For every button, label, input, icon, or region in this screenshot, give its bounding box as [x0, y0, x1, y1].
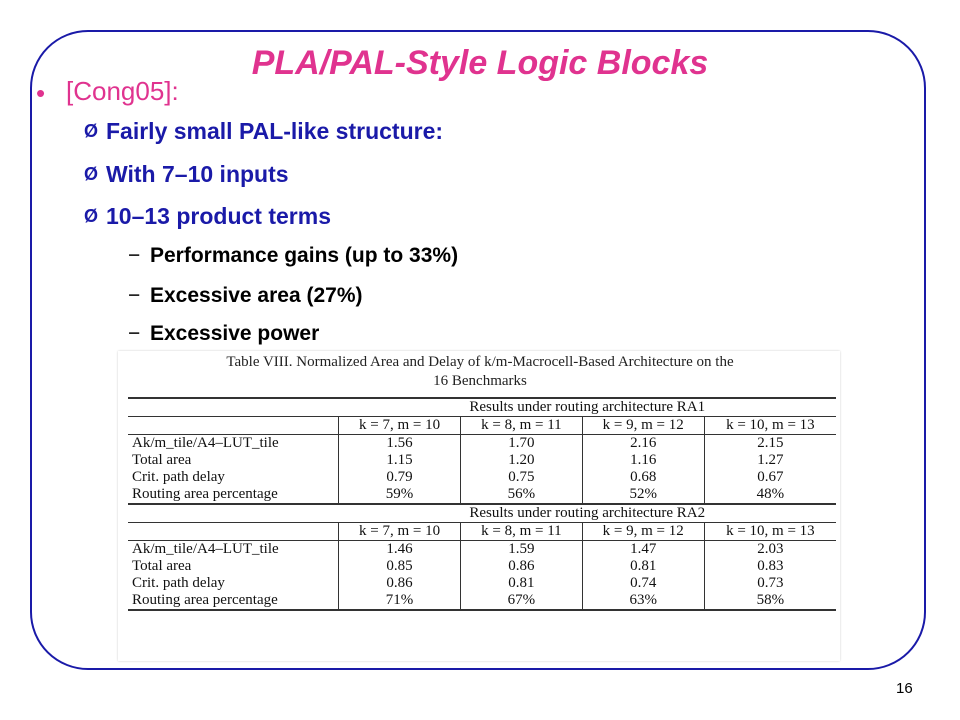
table-cell: 58%	[704, 592, 836, 610]
table-cell: 1.16	[582, 452, 704, 469]
slide-title: PLA/PAL-Style Logic Blocks	[251, 44, 709, 82]
table-cell: 63%	[582, 592, 704, 610]
table-row	[128, 575, 836, 592]
table-cell: 1.15	[338, 452, 460, 469]
column-header: k = 9, m = 12	[582, 523, 704, 541]
table-cell: 52%	[582, 486, 704, 504]
arrow-bullet-icon: Ø	[84, 206, 99, 226]
column-header-row	[128, 523, 836, 541]
column-header: k = 7, m = 10	[338, 523, 460, 541]
table-caption	[122, 353, 838, 391]
column-header: k = 10, m = 13	[704, 417, 836, 435]
row-label: Ak/m_tile/A4–LUT_tile	[132, 541, 279, 557]
subsub-item-text: Excessive power	[150, 322, 320, 345]
sub-item-text: 10–13 product terms	[106, 203, 331, 229]
table-cell: 1.59	[461, 541, 582, 559]
group-header-row	[128, 504, 836, 523]
table-cell: 67%	[461, 592, 582, 610]
subsub-item	[128, 284, 363, 308]
table-row	[128, 486, 836, 504]
table-row	[128, 592, 836, 610]
table-cell: 0.67	[704, 469, 836, 486]
table-cell: 1.20	[461, 452, 582, 469]
row-label: Routing area percentage	[128, 486, 338, 504]
dash-bullet: −	[128, 244, 141, 267]
table-cell: 2.16	[582, 435, 704, 453]
subsub-item	[128, 322, 319, 346]
table-cell: 1.47	[582, 541, 704, 559]
row-label: Total area	[132, 558, 192, 574]
arrow-bullet-icon: Ø	[84, 121, 99, 141]
sub-item	[84, 161, 289, 188]
table-cell: 1.27	[704, 452, 836, 469]
sub-item	[84, 118, 443, 145]
bullet-dot: •	[36, 78, 46, 108]
reference-text: [Cong05]:	[66, 76, 179, 106]
table-cell: 0.86	[338, 575, 460, 592]
table-cell: 71%	[338, 592, 460, 610]
table-row	[128, 558, 836, 575]
column-header-row	[128, 417, 836, 435]
table-cell: 0.86	[461, 558, 582, 575]
subsub-item-text: Excessive area (27%)	[150, 284, 363, 307]
table-cell: 0.73	[704, 575, 836, 592]
column-header: k = 8, m = 11	[461, 417, 582, 435]
table-cell: 1.46	[338, 541, 460, 559]
row-label: Crit. path delay	[132, 469, 225, 485]
subsub-item	[128, 244, 458, 268]
table-cell: 59%	[338, 486, 460, 504]
group-title: Results under routing architecture RA2	[338, 504, 836, 523]
results-table	[128, 397, 836, 611]
group-header-row	[128, 398, 836, 417]
subsub-item-text: Performance gains (up to 33%)	[150, 244, 459, 267]
table-row	[128, 541, 836, 559]
sub-item	[84, 203, 331, 230]
table-caption-line: Table VIII. Normalized Area and Delay of k/m-Macrocell-Based Architecture on the	[226, 354, 734, 370]
table-cell: 0.75	[461, 469, 582, 486]
table-cell: 2.03	[704, 541, 836, 559]
row-label: Routing area percentage	[128, 592, 338, 610]
table-cell: 0.85	[338, 558, 460, 575]
table-caption-line: 16 Benchmarks	[433, 373, 527, 389]
table-cell: 2.15	[704, 435, 836, 453]
table-image	[118, 351, 840, 661]
table-cell: 48%	[704, 486, 836, 504]
table-cell: 0.83	[704, 558, 836, 575]
sub-item-text: With 7–10 inputs	[106, 161, 289, 187]
table-cell: 0.81	[582, 558, 704, 575]
table-row	[128, 469, 836, 486]
group-title: Results under routing architecture RA1	[338, 398, 836, 417]
table-cell: 1.70	[461, 435, 582, 453]
row-label: Ak/m_tile/A4–LUT_tile	[132, 435, 279, 451]
sub-item-text: Fairly small PAL-like structure:	[106, 118, 444, 144]
dash-bullet: −	[128, 322, 141, 345]
row-label: Total area	[132, 452, 192, 468]
dash-bullet: −	[128, 284, 141, 307]
table-row	[128, 452, 836, 469]
column-header: k = 8, m = 11	[461, 523, 582, 541]
arrow-bullet-icon: Ø	[84, 164, 99, 184]
table-cell: 0.81	[461, 575, 582, 592]
table-cell: 0.68	[582, 469, 704, 486]
table-cell: 0.74	[582, 575, 704, 592]
column-header: k = 9, m = 12	[582, 417, 704, 435]
row-label: Crit. path delay	[132, 575, 225, 591]
page-number: 16	[896, 680, 913, 697]
table-cell: 0.79	[338, 469, 460, 486]
table-cell: 1.56	[338, 435, 460, 453]
column-header: k = 10, m = 13	[704, 523, 836, 541]
column-header: k = 7, m = 10	[338, 417, 460, 435]
table-cell: 56%	[461, 486, 582, 504]
table-row	[128, 435, 836, 453]
